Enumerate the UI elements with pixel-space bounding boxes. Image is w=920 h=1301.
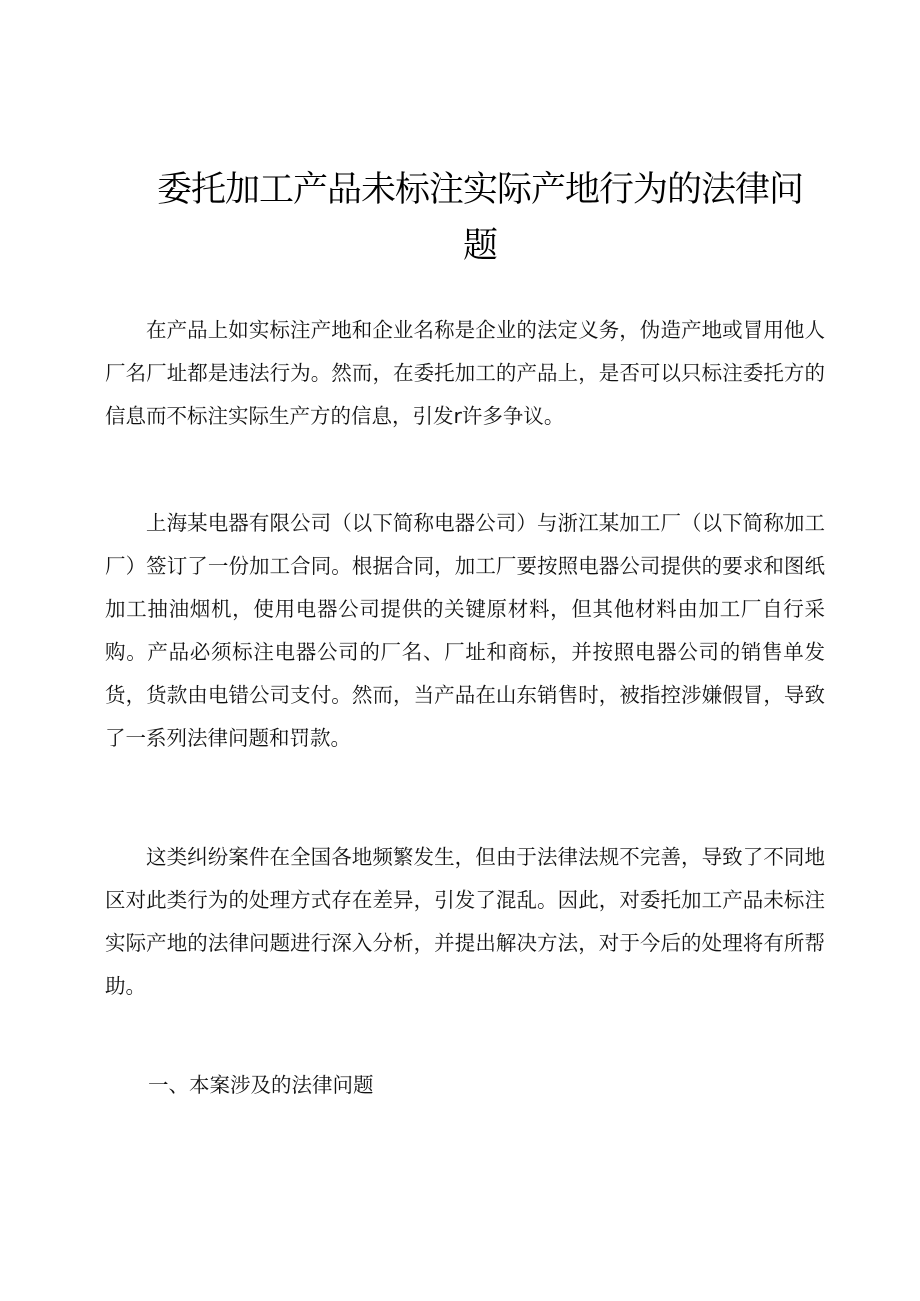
- paragraph-intro: 在产品上如实标注产地和企业名称是企业的法定义务，伪造产地或冒用他人厂名厂址都是违法行为。然而，在委托加工的产品上，是否可以只标注委托方的信息而不标注实际生产方的信息，引发r许多争议。: [105, 318, 825, 428]
- paragraph-context: 这类纠纷案件在全国各地频繁发生，但由于法律法规不完善，导致了不同地区对此类行为的处理方式存在差异，引发了混乱。因此，对委托加工产品未标注实际产地的法律问题进行深入分析，并提出解决方法，对于今后的处理将有所帮助。: [105, 845, 825, 998]
- paragraph-case: 上海某电器有限公司（以下简称电器公司）与浙江某加工厂（以下简称加工厂）签订了一份加工合同。根据合同，加工厂要按照电器公司提供的要求和图纸加工抽油烟机，使用电器公司提供的关键原材料，但其他材料由加工厂自行采购。产品必须标注电器公司的厂名、厂址和商标，并按照电器公司的销售单发货，货款由电错公司支付。然而，当产品在山东销售时，被指控涉嫌假冒，导致了一系列法律问题和罚款。: [105, 511, 825, 750]
- section-heading: 一、本案涉及的法律问题: [148, 1073, 374, 1097]
- document-title: 委托加工产品未标注实际产地行为的法律问题: [156, 170, 803, 266]
